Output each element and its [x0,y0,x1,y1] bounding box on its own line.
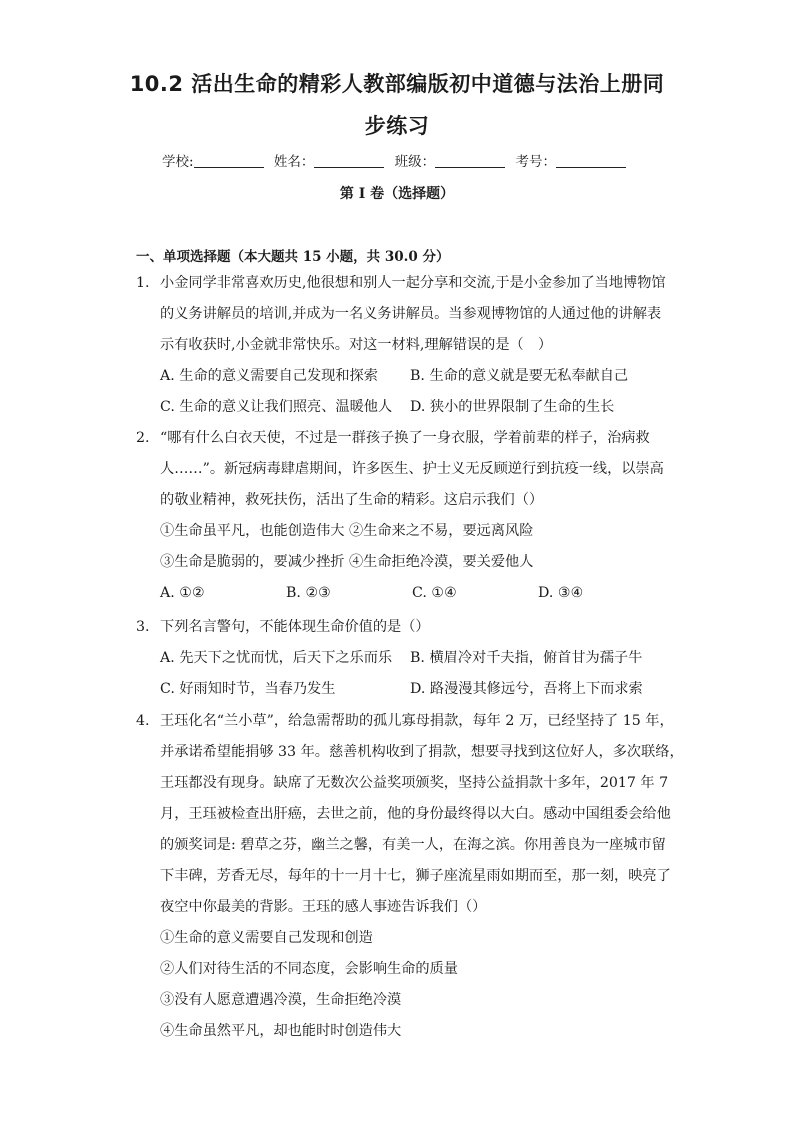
question-number: 2. [136,430,150,446]
question-text-line: 夜空中你最美的背影。王珏的感人事迹告诉我们（） [160,899,487,915]
exam-no-blank[interactable] [556,153,626,168]
question-text-line: 小金同学非常喜欢历史,他很想和别人一起分享和交流,于是小金参加了当地博物馆 [160,275,666,291]
question-text-line: ②人们对待生活的不同态度，会影响生命的质量 [160,961,458,977]
student-info-row [0,150,794,170]
exam-no-label: 考号： [515,154,556,170]
class-blank[interactable] [435,153,505,168]
question-number: 1. [136,275,150,291]
option-b: B. 生命的意义就是要无私奉献自己 [410,368,629,384]
option-a: A. ①② [160,585,205,601]
question-text-line: 王珏化名“兰小草”，给急需帮助的孤儿寡母捐款，每年 2 万，已经坚持了 15 年， [160,713,674,729]
question-number: 3. [136,619,150,635]
option-c: C. ①④ [412,585,457,601]
class-label: 班级： [394,154,436,170]
option-d: D. ③④ [538,585,584,601]
option-a: A. 生命的意义需要自己发现和探索 [160,368,378,384]
question-text-line: 下列名言警句，不能体现生命价值的是（） [160,619,430,635]
question-text-line: 月，王珏被检查出肝癌，去世之前，他的身份最终得以大白。感动中国组委会给他 [160,806,671,822]
question-number: 4. [136,713,150,729]
volume-heading: 第 I 卷（选择题） [339,186,455,202]
question-4 [136,706,684,1047]
question-text-line: 下丰碑，芳香无尽，每年的十一月十七，狮子座流星雨如期而至，那一刻，映亮了 [160,868,671,884]
question-text-line: 王珏都没有现身。缺席了无数次公益奖项颁奖，坚持公益捐款十多年，2017 年 7 [160,775,669,791]
school-blank[interactable] [194,153,264,168]
question-text-line: “哪有什么白衣天使，不过是一群孩子换了一身衣服，学着前辈的样子，治病救 [160,430,650,446]
doc-title-line-2: 步练习 [364,114,430,138]
name-label: 姓名： [273,154,315,170]
option-b: B. 横眉冷对千夫指，俯首甘为孺子牛 [410,650,643,666]
option-d: D. 路漫漫其修远兮，吾将上下而求索 [410,681,643,697]
option-c: C. 好雨知时节，当春乃发生 [160,681,336,697]
section-heading: 一、单项选择题（本大题共 15 小题，共 30.0 分） [136,249,450,265]
question-text-line: ④生命虽然平凡，却也能时时创造伟大 [160,1023,402,1039]
doc-title-line-1: 10.2 活出生命的精彩人教部编版初中道德与法治上册同 [129,72,665,96]
question-1 [136,268,676,423]
question-text-line: ③生命是脆弱的，要减少挫折 ④生命拒绝冷漠，要关爱他人 [160,554,534,570]
option-d: D. 狭小的世界限制了生命的生长 [410,399,615,415]
question-text-line: 的敬业精神，救死扶伤，活出了生命的精彩。这启示我们（） [160,492,544,508]
question-text-line: 的义务讲解员的培训,并成为一名义务讲解员。当参观博物馆的人通过他的讲解表 [160,306,662,322]
question-3 [136,612,676,705]
question-text-line: ①生命的意义需要自己发现和创造 [160,930,373,946]
question-text-line: 人……”。新冠病毒肆虐期间，许多医生、护士义无反顾逆行到抗疫一线，以崇高 [160,461,664,477]
name-blank[interactable] [314,153,384,168]
option-a: A. 先天下之忧而忧，后天下之乐而乐 [160,650,393,666]
question-text-line: 示有收获时,小金就非常快乐。对这一材料,理解错误的是（ ） [160,337,553,353]
school-label: 学校: [162,154,194,170]
question-text-line: 的颁奖词是: 碧草之芬，幽兰之馨，有美一人，在海之滨。你用善良为一座城市留 [160,837,666,853]
option-c: C. 生命的意义让我们照亮、温暖他人 [160,399,393,415]
question-text-line: ③没有人愿意遭遇冷漠，生命拒绝冷漠 [160,992,402,1008]
question-text-line: 并承诺希望能捐够 33 年。慈善机构收到了捐款，想要寻找到这位好人，多次联络， [160,744,684,760]
question-text-line: ①生命虽平凡，也能创造伟大 ②生命来之不易，要远离风险 [160,523,534,539]
option-b: B. ②③ [286,585,331,601]
question-2 [136,423,676,609]
